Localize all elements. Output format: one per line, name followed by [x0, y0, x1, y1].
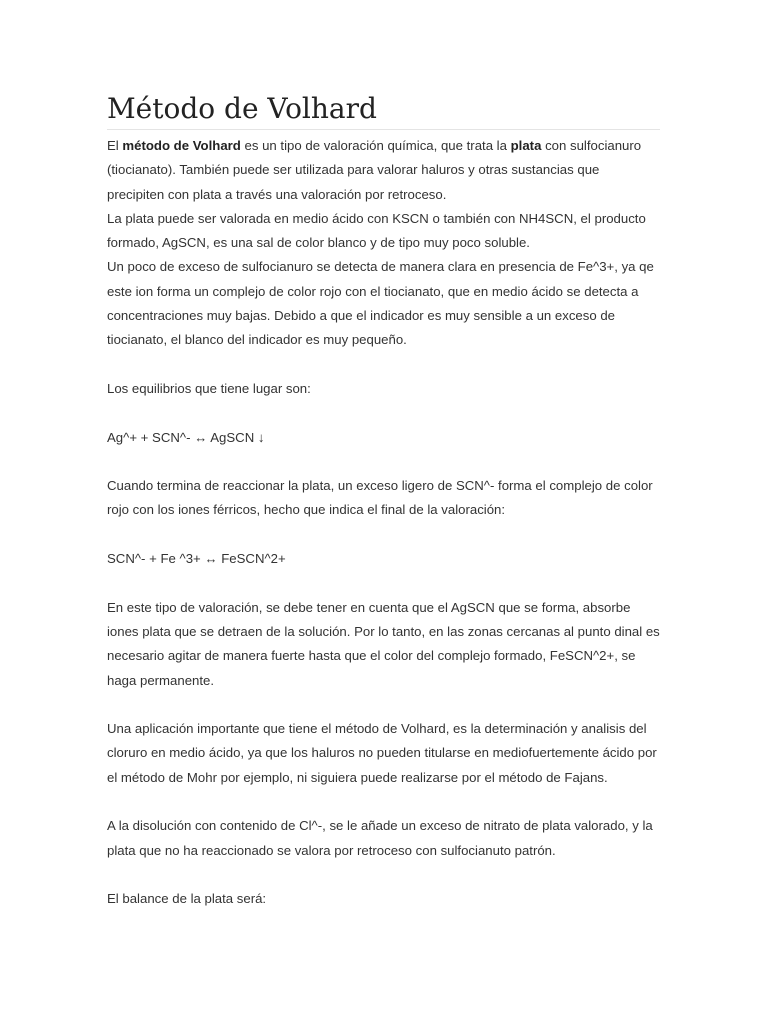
paragraph-gap [107, 523, 660, 547]
intro-paragraph [107, 134, 660, 207]
intro-bold-plata: plata [510, 138, 542, 153]
article-body [107, 134, 660, 912]
balance-paragraph: El balance de la plata será: [107, 891, 267, 907]
paragraph-gap [107, 450, 660, 474]
paragraph-gap [107, 353, 660, 377]
kscn-paragraph: La plata puede ser valorada en medio ácido con KSCN o también con NH4SCN, el producto formado, AgSCN, es una sal de color blanco y de tipo muy poco soluble. [107, 210, 646, 251]
paragraph-gap [107, 790, 660, 814]
intro-text-3: con sulfocianuro (tiocianato). También puede ser utilizada para valorar haluros y otras sustancias que precipiten con plata a través una valoración por retroceso. [107, 138, 642, 202]
paragraph-gap [107, 693, 660, 717]
equilibrios-paragraph: Los equilibrios que tiene lugar son: [107, 380, 311, 396]
page-title: Método de Volhard [107, 88, 660, 130]
intro-text-2: es un tipo de valoración química, que trata la [240, 138, 511, 153]
paragraph-gap [107, 401, 660, 425]
paragraph-gap [107, 863, 660, 887]
tipo-paragraph: En este tipo de valoración, se debe tener en cuenta que el AgSCN que se forma, absorbe iones plata que se detraen de la solución. Por lo tanto, en las zonas cercanas al punto dinal es necesario agitar de manera fuerte hasta que el color del complejo formado, FeSCN^2+, se haga permanente. [107, 599, 660, 688]
equation-1: Ag^+ + SCN^- ↔ AgSCN ↓ [107, 429, 265, 445]
intro-bold-method: método de Volhard [122, 138, 241, 153]
equation-2: SCN^- + Fe ^3+ ↔ FeSCN^2+ [107, 551, 286, 567]
exceso-paragraph: Un poco de exceso de sulfocianuro se detecta de manera clara en presencia de Fe^3+, ya qe este ion forma un complejo de color rojo con el tiocianato, que en medio ácido se detecta a concentraciones muy bajas. Debido a que el indicador es muy sensible a un exceso de tiocianato, el blanco del indicador es muy pequeño. [107, 259, 654, 348]
termina-paragraph: Cuando termina de reaccionar la plata, un exceso ligero de SCN^- forma el complejo de color rojo con los iones férricos, hecho que indica el final de la valoración: [107, 478, 653, 518]
intro-text-1: El [107, 138, 123, 153]
aplicacion-paragraph: Una aplicación importante que tiene el método de Volhard, es la determinación y analisis del cloruro en medio ácido, ya que los haluros no pueden titularse en mediofuertemente ácido por el método de Mohr por ejemplo, ni siguiera puede realizarse por el método de Fajans. [107, 721, 657, 785]
paragraph-gap [107, 571, 660, 595]
disolucion-paragraph: A la disolución con contenido de Cl^-, se le añade un exceso de nitrato de plata valorado, y la plata que no ha reaccionado se valora por retroceso con sulfocianuto patrón. [107, 818, 653, 858]
